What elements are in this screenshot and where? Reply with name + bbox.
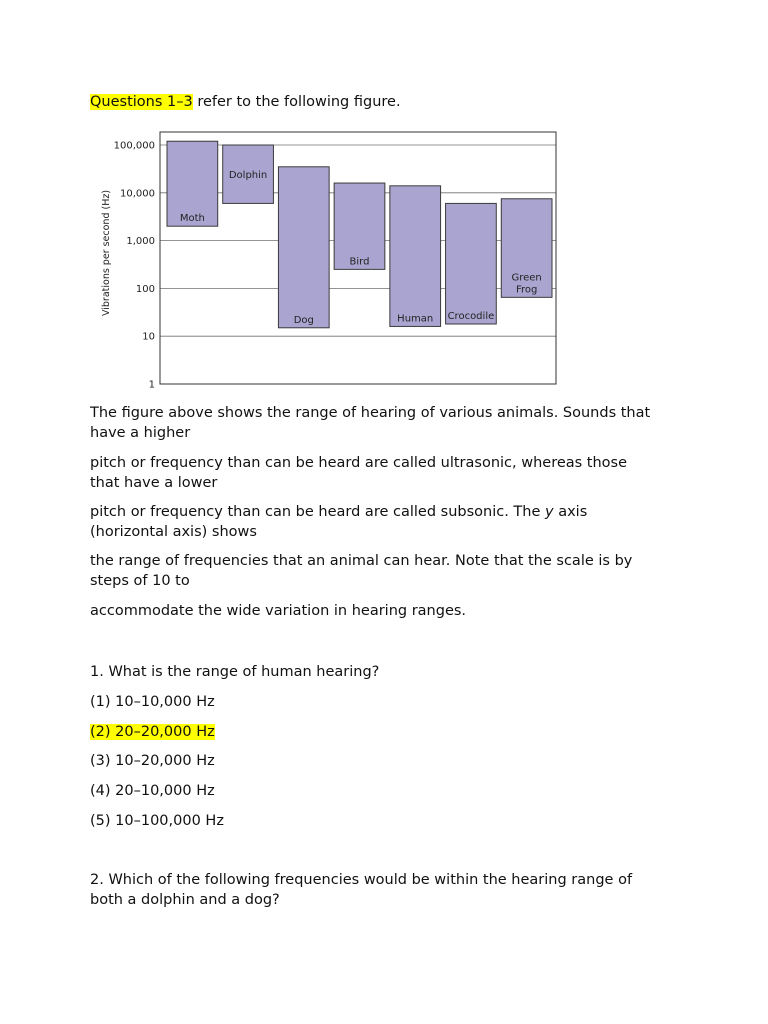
paragraph-2 [90,454,690,493]
question-1-option-3: (3) 10–20,000 Hz [90,753,215,769]
intro-rest: refer to the following figure. [192,94,401,110]
question-1-option-4: (4) 20–10,000 Hz [90,783,215,799]
bar-label: Crocodile [447,310,495,322]
paragraph-4-line-2: steps of 10 to [90,572,190,589]
paragraph-4-line-1: the range of frequencies that an animal can hear. Note that the scale is by [90,553,633,569]
bar-label: Bird [349,256,370,268]
paragraph-3-text-a: pitch or frequency than can be heard are called subsonic. The [90,504,546,520]
y-tick-label: 100 [135,283,155,295]
paragraph-1-line-1: The figure above shows the range of hearing of various animals. Sounds that [90,405,651,421]
paragraph-4 [90,552,690,591]
paragraph-3-text-b: axis [553,504,588,520]
paragraph-2-line-2: that have a lower [90,474,218,491]
range-bar [446,203,497,324]
bar-label: Frog [515,284,538,296]
paragraph-3 [90,503,690,542]
bar-label: Dolphin [228,170,268,182]
range-bar [390,186,441,327]
question-1-option-1: (1) 10–10,000 Hz [90,694,215,710]
range-bar [278,167,329,328]
intro-highlight: Questions 1–3 [90,94,193,110]
question-2-text [90,871,690,910]
highlighted-answer: (2) 20–20,000 Hz [90,724,215,740]
paragraph-3-line-1 [90,503,690,523]
bar-label: Green [511,272,542,284]
question-1-text: 1. What is the range of human hearing? [90,664,380,680]
hearing-range-figure [95,128,565,394]
paragraph-5-line-1: accommodate the wide variation in hearing ranges. [90,603,467,619]
hearing-range-chart [95,128,565,394]
paragraph-3-line-2: (horizontal axis) shows [90,523,257,540]
question-1-option-2 [90,722,215,742]
y-tick-label: 10 [142,331,155,343]
paragraph-1-line-2: have a higher [90,424,191,441]
paragraph-3-italic-y: y [545,504,554,520]
y-tick-label: 1,000 [126,236,155,248]
question-2-line-2: both a dolphin and a dog? [90,891,280,908]
y-axis-label: Vibrations per second (Hz) [101,189,112,317]
question-1-option-5: (5) 10–100,000 Hz [90,813,224,829]
paragraph-2-line-1: pitch or frequency than can be heard are called ultrasonic, whereas those [90,455,628,471]
bar-label: Human [397,313,434,325]
intro-line [90,92,401,112]
paragraph-1 [90,404,690,443]
y-tick-label: 1 [148,379,155,391]
bar-label: Dog [293,314,314,326]
paragraph-5 [90,602,690,622]
bar-label: Moth [179,213,205,225]
question-2-line-1: 2. Which of the following frequencies would be within the hearing range of [90,872,633,888]
y-tick-label: 100,000 [113,140,155,152]
y-tick-label: 10,000 [120,188,155,200]
